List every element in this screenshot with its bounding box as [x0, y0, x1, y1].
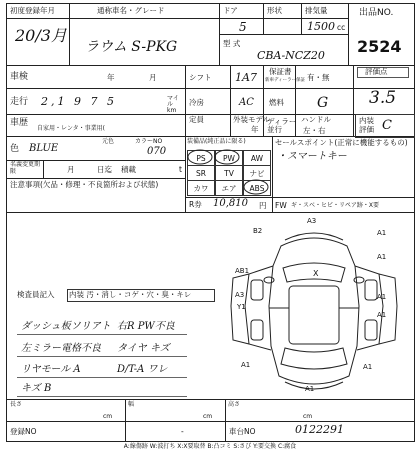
chassis-no-value: 0122291 — [295, 423, 344, 436]
equipment-airbag: エア — [215, 180, 243, 196]
rule — [301, 4, 302, 34]
lot-number: 2524 — [357, 37, 402, 56]
interior-value: C — [382, 118, 392, 133]
shape-label: 形状 — [267, 6, 282, 15]
fuel-label: 燃料 — [269, 98, 284, 107]
model-label: 型 式 — [223, 39, 241, 48]
damage-mark: A1 — [377, 293, 387, 301]
inspection-month-unit: 月 — [149, 73, 157, 82]
name-change-label: 名義変更期限 — [10, 161, 41, 175]
rule — [225, 399, 226, 441]
inspector-options-box — [67, 289, 215, 302]
color-no-label: カラーNO — [135, 138, 163, 145]
rule — [43, 160, 44, 178]
equipment-ps: PS — [187, 150, 215, 166]
rule — [219, 34, 348, 35]
fw-options: ギ・スベ・ヒビ・リペア跡・X要 — [291, 202, 379, 209]
sales-point-label: セールスポイント(正常に機能するもの) — [275, 138, 408, 147]
rule — [7, 136, 414, 137]
load-unit: t — [179, 165, 182, 174]
car-damage-diagram — [219, 216, 409, 398]
name-change-day-unit: 日迄 — [97, 165, 112, 174]
rule — [7, 399, 414, 400]
ac-label: 冷房 — [189, 98, 204, 107]
height-label: 高さ — [228, 401, 241, 408]
note-line: タイヤ キズ — [117, 343, 170, 354]
width-label: 幅 — [128, 401, 135, 408]
rule — [125, 399, 126, 441]
warranty-value: 有・無 — [307, 73, 330, 82]
rule — [353, 65, 354, 136]
model-value: CBA-NCZ20 — [257, 49, 325, 62]
rule — [348, 4, 349, 65]
lot-label: 出品NO. — [359, 8, 394, 18]
history-year-unit: 年 — [251, 125, 259, 134]
rule — [263, 65, 264, 136]
rule — [263, 4, 264, 34]
inspector-label: 検査員記入 — [17, 290, 55, 299]
r-ticket-unit: 円 — [259, 201, 267, 210]
name-change-month-unit: 月 — [67, 165, 75, 174]
equipment-pw: PW — [215, 150, 243, 166]
auction-sheet — [6, 3, 415, 442]
displacement-value: 1500 — [307, 20, 335, 33]
damage-mark: X — [313, 269, 319, 278]
fuel-value: G — [317, 95, 329, 111]
mileage-unit: マイル km — [167, 95, 179, 114]
reg-no-label: 登録NO — [10, 427, 37, 436]
first-reg-value: 20/3月 — [15, 26, 67, 45]
load-label: 積載 — [121, 165, 136, 174]
doors-label: ドア — [223, 6, 238, 15]
first-reg-label: 初度登録年月 — [10, 6, 55, 15]
note-line: リヤモール A — [21, 364, 81, 375]
sales-point-value: ・スマートキー — [277, 151, 347, 162]
score-value: 3.5 — [369, 88, 397, 108]
notes-label: 注意事項(欠品・修理・不良箇所および状態) — [10, 180, 159, 189]
shift-value: 1A7 — [235, 71, 257, 84]
rule — [219, 4, 220, 65]
equipment-aw: AW — [243, 150, 271, 166]
note-line: キズ B — [21, 383, 52, 394]
chassis-no-label: 車台NO — [229, 427, 256, 436]
mileage-label: 走行 — [10, 97, 29, 107]
note-line: ダッシュ板ソリアト — [21, 321, 111, 332]
score-label: 評価点 — [365, 67, 388, 76]
r-ticket-label: R券 — [189, 200, 202, 209]
handle-label: ハンドル — [301, 115, 331, 124]
damage-mark: A1 — [363, 363, 373, 371]
legend-footer: A:線傷跡 W:波打ち X:X要取替 B:凸コミ S:さび Y:要交換 C:腐食 — [123, 443, 297, 450]
note-line: D/T-A ワレ — [117, 364, 168, 375]
equipment-sr: SR — [187, 165, 215, 181]
color-no-value: 070 — [147, 146, 167, 157]
equipment-navi: ナビ — [243, 165, 271, 181]
damage-mark: A1 — [241, 361, 251, 369]
reg-no-dash: - — [181, 427, 184, 436]
history-sub: 自家用・レンタ・事業用( — [37, 125, 105, 132]
equipment-label: 装備品(純正品に限る) — [187, 138, 246, 145]
rule — [7, 18, 348, 19]
mileage-value: 2,1 9 7 5 — [41, 95, 117, 108]
warranty-sub: 新車ディーラー保証 — [265, 78, 306, 83]
color-label: 色 — [10, 144, 20, 154]
name-grade-label: 通称車名・グレード — [97, 6, 165, 15]
damage-mark: Y1 — [237, 303, 246, 311]
note-rule — [17, 356, 187, 357]
import-label: ディラー並行 — [267, 117, 297, 135]
color-value: BLUE — [29, 143, 59, 154]
original-color-label: 元色 — [102, 138, 115, 145]
damage-mark: A1 — [377, 253, 387, 261]
rule — [272, 136, 273, 212]
equipment-leather: カワ — [187, 180, 215, 196]
damage-mark: A3 — [307, 217, 317, 225]
displacement-label: 排気量 — [305, 6, 328, 15]
damage-mark: A1 — [377, 311, 387, 319]
damage-mark: AB1 — [235, 267, 250, 275]
rule — [7, 212, 414, 213]
inspection-label: 車検 — [10, 72, 29, 82]
damage-mark: A3 — [235, 291, 245, 299]
ac-value: AC — [239, 97, 254, 108]
capacity-label: 定員 — [189, 115, 204, 124]
doors-value: 5 — [239, 20, 247, 34]
shift-label: シフト — [189, 73, 212, 82]
height-unit: cm — [303, 413, 313, 420]
note-line: 右R PW不良 — [117, 321, 175, 332]
fw-label: FW — [275, 201, 287, 210]
length-label: 長さ — [10, 401, 23, 408]
inspector-options: 内装 汚・消し・コゲ・穴・臭・キレ — [69, 290, 192, 299]
r-ticket-value: 10,810 — [213, 198, 248, 209]
length-unit: cm — [103, 413, 113, 420]
warranty-label: 保証書 — [269, 67, 292, 76]
equipment-abs: ABS — [243, 180, 271, 196]
rule — [69, 4, 70, 65]
equipment-tv: TV — [215, 165, 243, 181]
handle-value: 左・右 — [303, 126, 326, 135]
interior-sub: 評価 — [359, 125, 374, 134]
damage-mark: A1 — [305, 385, 315, 393]
inspection-year-unit: 年 — [107, 73, 115, 82]
history-label: 車歴 — [10, 118, 29, 128]
note-rule — [17, 377, 187, 378]
note-rule — [17, 396, 187, 397]
interior-label: 内装 — [359, 116, 374, 125]
interior-box — [355, 114, 415, 138]
width-unit: cm — [203, 413, 213, 420]
damage-mark: B2 — [253, 227, 263, 235]
note-line: 左ミラー電格不良 — [21, 343, 101, 354]
damage-mark: A1 — [377, 229, 387, 237]
displacement-unit: cc — [337, 23, 346, 32]
rule — [7, 178, 185, 179]
rule — [230, 65, 231, 136]
note-rule — [17, 334, 187, 335]
model-change-label: 外装モデル — [233, 115, 271, 124]
rule — [7, 421, 414, 422]
equipment-circle-marks — [185, 148, 271, 196]
name-grade-value: ラウム S-PKG — [85, 39, 178, 55]
